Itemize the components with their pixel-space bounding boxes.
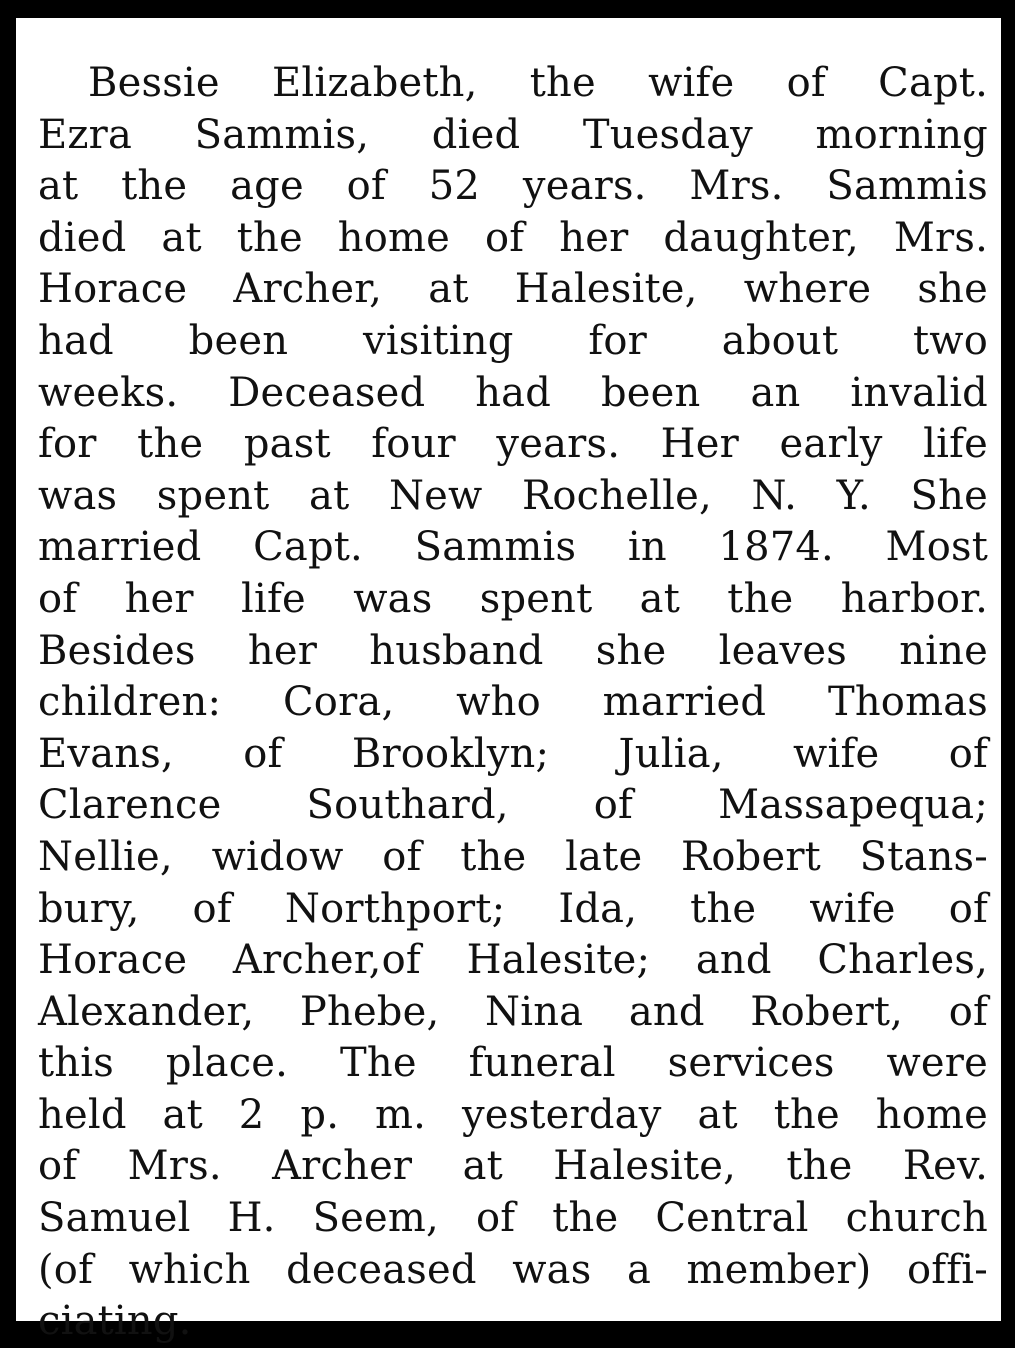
text-line: Bessie Elizabeth, the wife of Capt. — [88, 60, 988, 106]
text-line: died at the home of her daughter, Mrs. — [38, 214, 988, 261]
text-line: Horace Archer,of Halesite; and Charles, — [38, 937, 988, 984]
text-line: Horace Archer, at Halesite, where she — [38, 266, 988, 313]
text-line: weeks. Deceased had been an invalid — [38, 369, 988, 416]
text-line: at the age of 52 years. Mrs. Sammis — [38, 163, 988, 210]
text-line: Samuel H. Seem, of the Central church — [38, 1195, 988, 1242]
text-line: for the past four years. Her early life — [38, 421, 988, 468]
text-line: children: Cora, who married Thomas — [38, 679, 988, 726]
text-line: Clarence Southard, of Massapequa; — [38, 782, 988, 829]
text-line: this place. The funeral services were — [38, 1040, 988, 1087]
text-line: (of which deceased was a member) offi- — [38, 1246, 988, 1293]
text-line: Besides her husband she leaves nine — [38, 627, 988, 674]
clipping-frame — [16, 18, 1001, 1345]
text-line: Evans, of Brooklyn; Julia, wife of — [38, 730, 988, 777]
text-line: was spent at New Rochelle, N. Y. She — [38, 472, 988, 519]
text-line: ciating. — [38, 1298, 192, 1345]
text-line: bury, of Northport; Ida, the wife of — [38, 885, 988, 932]
text-line: of Mrs. Archer at Halesite, the Rev. — [38, 1143, 988, 1190]
text-line: had been visiting for about two — [38, 317, 988, 364]
text-line: Ezra Sammis, died Tuesday morning — [38, 111, 988, 158]
text-line: married Capt. Sammis in 1874. Most — [38, 524, 988, 571]
text-line: Alexander, Phebe, Nina and Robert, of — [38, 988, 988, 1035]
obituary-text — [38, 58, 988, 1348]
text-line: held at 2 p. m. yesterday at the home — [38, 1091, 988, 1138]
text-line: of her life was spent at the harbor. — [38, 575, 988, 622]
text-line: Nellie, widow of the late Robert Stans- — [38, 833, 988, 880]
